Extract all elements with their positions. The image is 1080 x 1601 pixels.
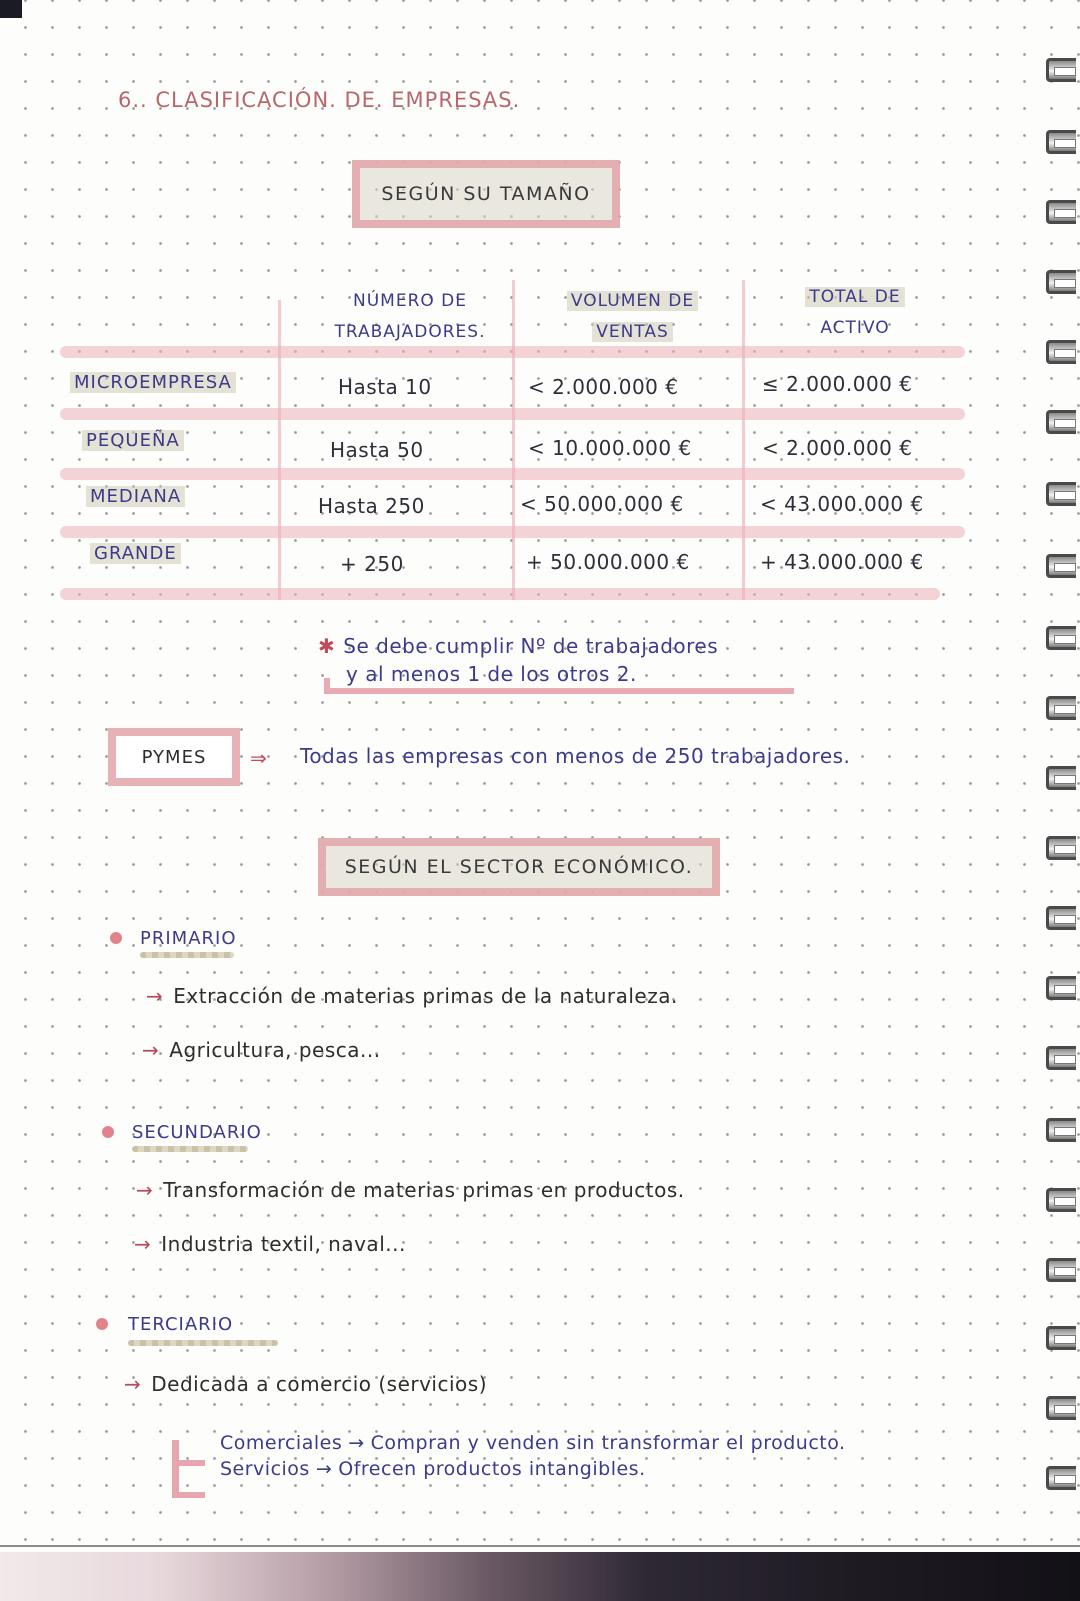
row-label-text: MEDIANA [86,486,185,507]
section-heading-text: SEGÚN SU TAMAÑO [381,183,591,205]
page-title [118,88,520,112]
squiggle-underline [132,1146,248,1152]
spiral-ring [1046,1466,1076,1490]
spiral-ring [1046,906,1076,930]
section-heading-text: SEGÚN EL SECTOR ECONÓMICO. [344,856,694,878]
pymes-description: Todas las empresas con menos de 250 trabajadores. [300,744,851,768]
cell-trabajadores: Hasta 10 [338,375,432,399]
double-arrow-icon: ⇒ [250,746,267,770]
subitem-label: Comerciales [220,1432,343,1454]
terciario-subitem-servicios [220,1458,646,1480]
sector-item [134,1232,406,1256]
column-header-activo [770,282,940,344]
spiral-ring [1046,270,1076,294]
column-header-trabajadores [320,286,500,348]
row-label-text: PEQUEÑA [82,430,184,451]
spiral-ring [1046,554,1076,578]
bullet-dot-icon [110,932,122,944]
sector-terciario-title: TERCIARIO [128,1314,234,1335]
spiral-ring [1046,976,1076,1000]
row-label-text: MICROEMPRESA [70,372,236,393]
spiral-ring [1046,58,1076,82]
column-header-line: VOLUMEN DE [567,291,698,311]
sector-item [136,1178,685,1202]
table-row-rule [60,588,940,600]
background-surface [0,1552,1080,1601]
sector-item [146,984,678,1008]
sector-item [124,1372,487,1396]
row-label-microempresa [70,372,236,393]
subitem-text: Ofrecen productos intangibles. [338,1458,646,1480]
row-label-pequena [82,430,184,451]
cell-activo: + 43.000.000 € [760,550,924,574]
arrow-right-icon: → [315,1458,333,1480]
column-header-line: NÚMERO DE [353,291,467,311]
pymes-label: PYMES [141,746,207,768]
cell-activo: < 2.000.000 € [762,436,913,460]
cell-ventas: + 50.000.000 € [526,550,690,574]
column-header-ventas [540,286,725,348]
spiral-binding [1040,0,1080,1545]
spiral-ring [1046,200,1076,224]
asterisk-icon: ✱ [318,634,336,658]
cell-trabajadores: Hasta 250 [318,494,425,518]
cell-activo: < 43.000.000 € [760,492,924,516]
pymes-box [108,728,240,786]
footnote-line: y al menos 1 de los otros 2. [346,662,637,686]
table-row-rule [60,468,965,480]
column-header-line: TRABAJADORES. [334,322,486,342]
page-edge [0,1545,1080,1547]
spiral-ring [1046,1188,1076,1212]
arrow-right-icon: → [136,1178,154,1202]
sector-item-text: Extracción de materias primas de la naturaleza. [173,984,678,1008]
spiral-ring [1046,836,1076,860]
spiral-ring [1046,1258,1076,1282]
column-header-line: TOTAL DE [805,287,904,307]
arrow-right-icon: → [348,1432,365,1454]
section-heading-size [352,160,620,228]
column-header-line: VENTAS [592,322,673,342]
spiral-ring [1046,1118,1076,1142]
cell-activo: ≤ 2.000.000 € [762,372,913,396]
page-title-text: 6.. CLASIFICACIÓN. DE. EMPRESAS. [118,88,521,112]
terciario-subitem-comerciales [220,1432,846,1454]
column-header-line: ACTIVO [820,318,890,338]
spiral-ring [1046,1396,1076,1420]
sector-secundario-title: SECUNDARIO [132,1122,262,1143]
squiggle-underline [140,952,234,958]
sector-item-text: Agricultura, pesca... [169,1038,381,1062]
bullet-dot-icon [102,1126,114,1138]
page-corner-tab [0,0,22,18]
cell-trabajadores: Hasta 50 [330,438,424,462]
spiral-ring [1046,130,1076,154]
cell-ventas: < 10.000.000 € [528,436,692,460]
table-row-rule [60,526,965,538]
branch-bracket [172,1440,202,1498]
sector-item-text: Transformación de materias primas en productos. [163,1178,685,1202]
cell-trabajadores: + 250 [340,552,404,576]
row-label-mediana [86,486,185,507]
section-heading-sector [318,838,720,896]
table-divider [278,300,281,600]
subitem-text: Compran y venden sin transformar el producto. [370,1432,846,1454]
sector-primario-title: PRIMARIO [140,928,237,949]
cell-ventas: < 2.000.000 € [528,375,679,399]
sector-item [142,1038,381,1062]
row-label-grande [90,543,181,564]
table-divider [742,280,745,600]
spiral-ring [1046,696,1076,720]
arrow-right-icon: → [124,1372,142,1396]
spiral-ring [1046,766,1076,790]
spiral-ring [1046,626,1076,650]
table-divider [512,280,515,600]
row-label-text: GRANDE [90,543,181,564]
arrow-right-icon: → [134,1232,152,1256]
footnote-line: Se debe cumplir Nº de trabajadores [343,634,719,658]
cell-ventas: < 50.000.000 € [520,492,684,516]
spiral-ring [1046,410,1076,434]
subitem-label: Servicios [220,1458,310,1480]
sector-item-text: Industria textil, naval... [161,1232,406,1256]
sector-item-text: Dedicada a comercio (servicios) [151,1372,487,1396]
bullet-dot-icon [96,1318,108,1330]
footnote-bracket [324,678,794,694]
spiral-ring [1046,482,1076,506]
spiral-ring [1046,1326,1076,1350]
spiral-ring [1046,1046,1076,1070]
squiggle-underline [128,1340,278,1346]
table-row-rule [60,346,965,358]
arrow-right-icon: → [146,984,164,1008]
arrow-right-icon: → [142,1038,160,1062]
spiral-ring [1046,340,1076,364]
table-row-rule [60,408,965,420]
